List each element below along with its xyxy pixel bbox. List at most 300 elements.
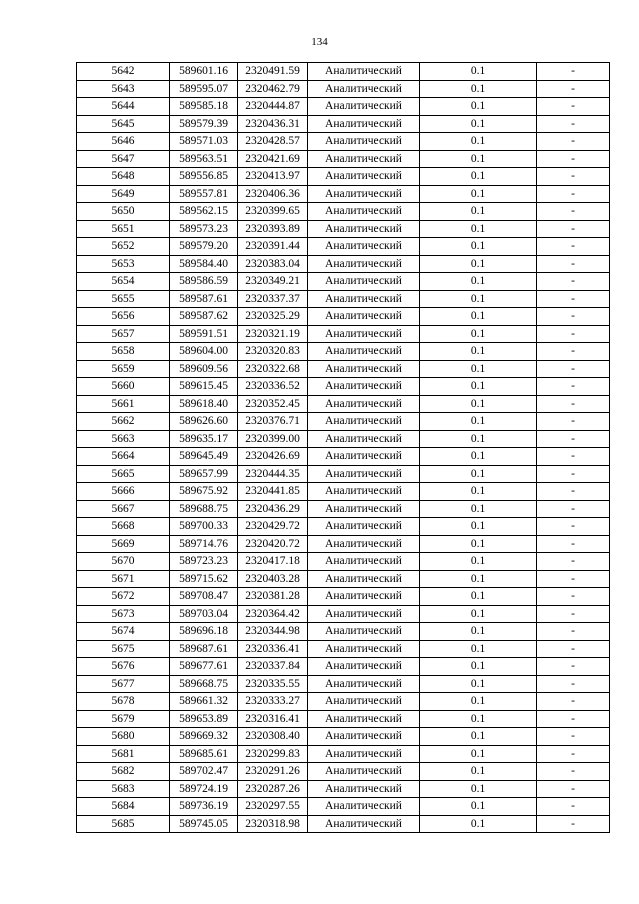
y-coordinate-cell: 2320336.41 xyxy=(238,640,308,658)
point-number-cell: 5645 xyxy=(77,115,170,133)
y-coordinate-cell: 2320393.89 xyxy=(238,220,308,238)
note-cell: - xyxy=(537,395,610,413)
x-coordinate-cell: 589700.33 xyxy=(170,518,238,536)
method-cell: Аналитический xyxy=(308,535,420,553)
point-number-cell: 5658 xyxy=(77,343,170,361)
y-coordinate-cell: 2320336.52 xyxy=(238,378,308,396)
note-cell: - xyxy=(537,255,610,273)
x-coordinate-cell: 589615.45 xyxy=(170,378,238,396)
point-number-cell: 5655 xyxy=(77,290,170,308)
point-number-cell: 5662 xyxy=(77,413,170,431)
method-cell: Аналитический xyxy=(308,203,420,221)
y-coordinate-cell: 2320417.18 xyxy=(238,553,308,571)
method-cell: Аналитический xyxy=(308,343,420,361)
x-coordinate-cell: 589562.15 xyxy=(170,203,238,221)
y-coordinate-cell: 2320426.69 xyxy=(238,448,308,466)
x-coordinate-cell: 589653.89 xyxy=(170,710,238,728)
method-cell: Аналитический xyxy=(308,815,420,833)
accuracy-cell: 0.1 xyxy=(420,203,537,221)
y-coordinate-cell: 2320308.40 xyxy=(238,728,308,746)
accuracy-cell: 0.1 xyxy=(420,185,537,203)
y-coordinate-cell: 2320337.37 xyxy=(238,290,308,308)
x-coordinate-cell: 589724.19 xyxy=(170,780,238,798)
x-coordinate-cell: 589579.39 xyxy=(170,115,238,133)
y-coordinate-cell: 2320316.41 xyxy=(238,710,308,728)
x-coordinate-cell: 589587.61 xyxy=(170,290,238,308)
y-coordinate-cell: 2320344.98 xyxy=(238,623,308,641)
x-coordinate-cell: 589723.23 xyxy=(170,553,238,571)
x-coordinate-cell: 589736.19 xyxy=(170,798,238,816)
accuracy-cell: 0.1 xyxy=(420,133,537,151)
point-number-cell: 5642 xyxy=(77,63,170,81)
point-number-cell: 5667 xyxy=(77,500,170,518)
y-coordinate-cell: 2320436.29 xyxy=(238,500,308,518)
y-coordinate-cell: 2320333.27 xyxy=(238,693,308,711)
note-cell: - xyxy=(537,623,610,641)
table-row xyxy=(77,80,610,98)
y-coordinate-cell: 2320297.55 xyxy=(238,798,308,816)
y-coordinate-cell: 2320383.04 xyxy=(238,255,308,273)
x-coordinate-cell: 589685.61 xyxy=(170,745,238,763)
table-row xyxy=(77,290,610,308)
y-coordinate-cell: 2320376.71 xyxy=(238,413,308,431)
method-cell: Аналитический xyxy=(308,238,420,256)
method-cell: Аналитический xyxy=(308,623,420,641)
method-cell: Аналитический xyxy=(308,430,420,448)
point-number-cell: 5685 xyxy=(77,815,170,833)
x-coordinate-cell: 589604.00 xyxy=(170,343,238,361)
note-cell: - xyxy=(537,413,610,431)
accuracy-cell: 0.1 xyxy=(420,518,537,536)
method-cell: Аналитический xyxy=(308,710,420,728)
note-cell: - xyxy=(537,308,610,326)
note-cell: - xyxy=(537,325,610,343)
x-coordinate-cell: 589687.61 xyxy=(170,640,238,658)
x-coordinate-cell: 589556.85 xyxy=(170,168,238,186)
table-row xyxy=(77,360,610,378)
table-row xyxy=(77,815,610,833)
method-cell: Аналитический xyxy=(308,185,420,203)
y-coordinate-cell: 2320444.35 xyxy=(238,465,308,483)
y-coordinate-cell: 2320335.55 xyxy=(238,675,308,693)
accuracy-cell: 0.1 xyxy=(420,728,537,746)
point-number-cell: 5661 xyxy=(77,395,170,413)
point-number-cell: 5656 xyxy=(77,308,170,326)
table-row xyxy=(77,203,610,221)
accuracy-cell: 0.1 xyxy=(420,290,537,308)
note-cell: - xyxy=(537,518,610,536)
accuracy-cell: 0.1 xyxy=(420,378,537,396)
table-row xyxy=(77,780,610,798)
x-coordinate-cell: 589714.76 xyxy=(170,535,238,553)
method-cell: Аналитический xyxy=(308,518,420,536)
note-cell: - xyxy=(537,98,610,116)
y-coordinate-cell: 2320349.21 xyxy=(238,273,308,291)
x-coordinate-cell: 589626.60 xyxy=(170,413,238,431)
point-number-cell: 5649 xyxy=(77,185,170,203)
x-coordinate-cell: 589715.62 xyxy=(170,570,238,588)
accuracy-cell: 0.1 xyxy=(420,763,537,781)
accuracy-cell: 0.1 xyxy=(420,115,537,133)
note-cell: - xyxy=(537,150,610,168)
accuracy-cell: 0.1 xyxy=(420,798,537,816)
point-number-cell: 5643 xyxy=(77,80,170,98)
table-row xyxy=(77,395,610,413)
point-number-cell: 5657 xyxy=(77,325,170,343)
x-coordinate-cell: 589702.47 xyxy=(170,763,238,781)
point-number-cell: 5674 xyxy=(77,623,170,641)
note-cell: - xyxy=(537,780,610,798)
method-cell: Аналитический xyxy=(308,588,420,606)
table-row xyxy=(77,133,610,151)
method-cell: Аналитический xyxy=(308,483,420,501)
accuracy-cell: 0.1 xyxy=(420,150,537,168)
accuracy-cell: 0.1 xyxy=(420,815,537,833)
note-cell: - xyxy=(537,133,610,151)
point-number-cell: 5677 xyxy=(77,675,170,693)
method-cell: Аналитический xyxy=(308,675,420,693)
x-coordinate-cell: 589591.51 xyxy=(170,325,238,343)
note-cell: - xyxy=(537,430,610,448)
table-row xyxy=(77,675,610,693)
accuracy-cell: 0.1 xyxy=(420,745,537,763)
table-row xyxy=(77,343,610,361)
method-cell: Аналитический xyxy=(308,500,420,518)
accuracy-cell: 0.1 xyxy=(420,168,537,186)
y-coordinate-cell: 2320399.00 xyxy=(238,430,308,448)
y-coordinate-cell: 2320420.72 xyxy=(238,535,308,553)
table-row xyxy=(77,763,610,781)
table-row xyxy=(77,63,610,81)
table-row xyxy=(77,255,610,273)
table-row xyxy=(77,413,610,431)
note-cell: - xyxy=(537,185,610,203)
accuracy-cell: 0.1 xyxy=(420,238,537,256)
y-coordinate-cell: 2320413.97 xyxy=(238,168,308,186)
y-coordinate-cell: 2320391.44 xyxy=(238,238,308,256)
method-cell: Аналитический xyxy=(308,325,420,343)
table-row xyxy=(77,535,610,553)
method-cell: Аналитический xyxy=(308,360,420,378)
method-cell: Аналитический xyxy=(308,395,420,413)
method-cell: Аналитический xyxy=(308,150,420,168)
note-cell: - xyxy=(537,570,610,588)
note-cell: - xyxy=(537,360,610,378)
x-coordinate-cell: 589584.40 xyxy=(170,255,238,273)
accuracy-cell: 0.1 xyxy=(420,343,537,361)
accuracy-cell: 0.1 xyxy=(420,308,537,326)
note-cell: - xyxy=(537,483,610,501)
note-cell: - xyxy=(537,815,610,833)
point-number-cell: 5680 xyxy=(77,728,170,746)
y-coordinate-cell: 2320403.28 xyxy=(238,570,308,588)
note-cell: - xyxy=(537,710,610,728)
point-number-cell: 5663 xyxy=(77,430,170,448)
accuracy-cell: 0.1 xyxy=(420,413,537,431)
note-cell: - xyxy=(537,80,610,98)
accuracy-cell: 0.1 xyxy=(420,693,537,711)
x-coordinate-cell: 589669.32 xyxy=(170,728,238,746)
method-cell: Аналитический xyxy=(308,763,420,781)
x-coordinate-cell: 589573.23 xyxy=(170,220,238,238)
x-coordinate-cell: 589601.16 xyxy=(170,63,238,81)
note-cell: - xyxy=(537,675,610,693)
accuracy-cell: 0.1 xyxy=(420,535,537,553)
accuracy-cell: 0.1 xyxy=(420,98,537,116)
table-row xyxy=(77,325,610,343)
method-cell: Аналитический xyxy=(308,80,420,98)
method-cell: Аналитический xyxy=(308,413,420,431)
method-cell: Аналитический xyxy=(308,693,420,711)
y-coordinate-cell: 2320299.83 xyxy=(238,745,308,763)
method-cell: Аналитический xyxy=(308,378,420,396)
x-coordinate-cell: 589635.17 xyxy=(170,430,238,448)
table-row xyxy=(77,238,610,256)
accuracy-cell: 0.1 xyxy=(420,675,537,693)
accuracy-cell: 0.1 xyxy=(420,448,537,466)
method-cell: Аналитический xyxy=(308,220,420,238)
point-number-cell: 5644 xyxy=(77,98,170,116)
point-number-cell: 5654 xyxy=(77,273,170,291)
accuracy-cell: 0.1 xyxy=(420,80,537,98)
note-cell: - xyxy=(537,500,610,518)
y-coordinate-cell: 2320399.65 xyxy=(238,203,308,221)
note-cell: - xyxy=(537,290,610,308)
method-cell: Аналитический xyxy=(308,745,420,763)
y-coordinate-cell: 2320381.28 xyxy=(238,588,308,606)
note-cell: - xyxy=(537,238,610,256)
accuracy-cell: 0.1 xyxy=(420,360,537,378)
note-cell: - xyxy=(537,273,610,291)
y-coordinate-cell: 2320364.42 xyxy=(238,605,308,623)
accuracy-cell: 0.1 xyxy=(420,570,537,588)
page-number: 134 xyxy=(311,36,328,48)
note-cell: - xyxy=(537,63,610,81)
y-coordinate-cell: 2320462.79 xyxy=(238,80,308,98)
table-row xyxy=(77,465,610,483)
point-number-cell: 5666 xyxy=(77,483,170,501)
point-number-cell: 5676 xyxy=(77,658,170,676)
note-cell: - xyxy=(537,465,610,483)
point-number-cell: 5679 xyxy=(77,710,170,728)
point-number-cell: 5653 xyxy=(77,255,170,273)
point-number-cell: 5659 xyxy=(77,360,170,378)
point-number-cell: 5684 xyxy=(77,798,170,816)
table-row xyxy=(77,308,610,326)
x-coordinate-cell: 589745.05 xyxy=(170,815,238,833)
table-row xyxy=(77,518,610,536)
accuracy-cell: 0.1 xyxy=(420,483,537,501)
x-coordinate-cell: 589688.75 xyxy=(170,500,238,518)
y-coordinate-cell: 2320436.31 xyxy=(238,115,308,133)
table-row xyxy=(77,150,610,168)
note-cell: - xyxy=(537,605,610,623)
y-coordinate-cell: 2320428.57 xyxy=(238,133,308,151)
table-body xyxy=(77,63,610,833)
method-cell: Аналитический xyxy=(308,63,420,81)
x-coordinate-cell: 589595.07 xyxy=(170,80,238,98)
point-number-cell: 5670 xyxy=(77,553,170,571)
method-cell: Аналитический xyxy=(308,553,420,571)
method-cell: Аналитический xyxy=(308,570,420,588)
table-row xyxy=(77,378,610,396)
accuracy-cell: 0.1 xyxy=(420,255,537,273)
note-cell: - xyxy=(537,448,610,466)
note-cell: - xyxy=(537,798,610,816)
y-coordinate-cell: 2320287.26 xyxy=(238,780,308,798)
note-cell: - xyxy=(537,763,610,781)
note-cell: - xyxy=(537,728,610,746)
x-coordinate-cell: 589563.51 xyxy=(170,150,238,168)
table-row xyxy=(77,623,610,641)
accuracy-cell: 0.1 xyxy=(420,710,537,728)
note-cell: - xyxy=(537,535,610,553)
note-cell: - xyxy=(537,658,610,676)
table-row xyxy=(77,798,610,816)
coordinates-table xyxy=(76,62,610,833)
method-cell: Аналитический xyxy=(308,273,420,291)
y-coordinate-cell: 2320406.36 xyxy=(238,185,308,203)
note-cell: - xyxy=(537,378,610,396)
table-row xyxy=(77,98,610,116)
point-number-cell: 5668 xyxy=(77,518,170,536)
table-row xyxy=(77,430,610,448)
accuracy-cell: 0.1 xyxy=(420,553,537,571)
x-coordinate-cell: 589675.92 xyxy=(170,483,238,501)
note-cell: - xyxy=(537,640,610,658)
method-cell: Аналитический xyxy=(308,658,420,676)
point-number-cell: 5652 xyxy=(77,238,170,256)
method-cell: Аналитический xyxy=(308,308,420,326)
accuracy-cell: 0.1 xyxy=(420,273,537,291)
point-number-cell: 5681 xyxy=(77,745,170,763)
x-coordinate-cell: 589668.75 xyxy=(170,675,238,693)
y-coordinate-cell: 2320337.84 xyxy=(238,658,308,676)
accuracy-cell: 0.1 xyxy=(420,500,537,518)
method-cell: Аналитический xyxy=(308,780,420,798)
point-number-cell: 5648 xyxy=(77,168,170,186)
table-row xyxy=(77,605,610,623)
accuracy-cell: 0.1 xyxy=(420,640,537,658)
method-cell: Аналитический xyxy=(308,290,420,308)
table-row xyxy=(77,728,610,746)
y-coordinate-cell: 2320322.68 xyxy=(238,360,308,378)
y-coordinate-cell: 2320291.26 xyxy=(238,763,308,781)
point-number-cell: 5672 xyxy=(77,588,170,606)
table-row xyxy=(77,570,610,588)
point-number-cell: 5673 xyxy=(77,605,170,623)
point-number-cell: 5678 xyxy=(77,693,170,711)
table-row xyxy=(77,500,610,518)
note-cell: - xyxy=(537,588,610,606)
accuracy-cell: 0.1 xyxy=(420,395,537,413)
note-cell: - xyxy=(537,115,610,133)
x-coordinate-cell: 589657.99 xyxy=(170,465,238,483)
x-coordinate-cell: 589557.81 xyxy=(170,185,238,203)
table-row xyxy=(77,693,610,711)
x-coordinate-cell: 589661.32 xyxy=(170,693,238,711)
point-number-cell: 5665 xyxy=(77,465,170,483)
method-cell: Аналитический xyxy=(308,465,420,483)
y-coordinate-cell: 2320325.29 xyxy=(238,308,308,326)
y-coordinate-cell: 2320444.87 xyxy=(238,98,308,116)
accuracy-cell: 0.1 xyxy=(420,430,537,448)
point-number-cell: 5682 xyxy=(77,763,170,781)
x-coordinate-cell: 589609.56 xyxy=(170,360,238,378)
x-coordinate-cell: 589703.04 xyxy=(170,605,238,623)
x-coordinate-cell: 589677.61 xyxy=(170,658,238,676)
accuracy-cell: 0.1 xyxy=(420,465,537,483)
note-cell: - xyxy=(537,203,610,221)
method-cell: Аналитический xyxy=(308,98,420,116)
point-number-cell: 5683 xyxy=(77,780,170,798)
point-number-cell: 5651 xyxy=(77,220,170,238)
y-coordinate-cell: 2320441.85 xyxy=(238,483,308,501)
table-row xyxy=(77,640,610,658)
x-coordinate-cell: 589579.20 xyxy=(170,238,238,256)
point-number-cell: 5647 xyxy=(77,150,170,168)
point-number-cell: 5660 xyxy=(77,378,170,396)
x-coordinate-cell: 589618.40 xyxy=(170,395,238,413)
y-coordinate-cell: 2320491.59 xyxy=(238,63,308,81)
method-cell: Аналитический xyxy=(308,448,420,466)
table-row xyxy=(77,658,610,676)
y-coordinate-cell: 2320352.45 xyxy=(238,395,308,413)
point-number-cell: 5664 xyxy=(77,448,170,466)
table-row xyxy=(77,220,610,238)
table-row xyxy=(77,745,610,763)
x-coordinate-cell: 589708.47 xyxy=(170,588,238,606)
method-cell: Аналитический xyxy=(308,728,420,746)
accuracy-cell: 0.1 xyxy=(420,623,537,641)
method-cell: Аналитический xyxy=(308,798,420,816)
x-coordinate-cell: 589571.03 xyxy=(170,133,238,151)
point-number-cell: 5675 xyxy=(77,640,170,658)
accuracy-cell: 0.1 xyxy=(420,63,537,81)
point-number-cell: 5646 xyxy=(77,133,170,151)
table-row xyxy=(77,448,610,466)
y-coordinate-cell: 2320321.19 xyxy=(238,325,308,343)
accuracy-cell: 0.1 xyxy=(420,605,537,623)
method-cell: Аналитический xyxy=(308,115,420,133)
table-row xyxy=(77,710,610,728)
accuracy-cell: 0.1 xyxy=(420,780,537,798)
x-coordinate-cell: 589585.18 xyxy=(170,98,238,116)
accuracy-cell: 0.1 xyxy=(420,325,537,343)
method-cell: Аналитический xyxy=(308,168,420,186)
y-coordinate-cell: 2320318.98 xyxy=(238,815,308,833)
method-cell: Аналитический xyxy=(308,255,420,273)
note-cell: - xyxy=(537,745,610,763)
point-number-cell: 5671 xyxy=(77,570,170,588)
note-cell: - xyxy=(537,220,610,238)
method-cell: Аналитический xyxy=(308,133,420,151)
accuracy-cell: 0.1 xyxy=(420,588,537,606)
y-coordinate-cell: 2320320.83 xyxy=(238,343,308,361)
note-cell: - xyxy=(537,168,610,186)
point-number-cell: 5669 xyxy=(77,535,170,553)
table-row xyxy=(77,185,610,203)
x-coordinate-cell: 589645.49 xyxy=(170,448,238,466)
table-row xyxy=(77,115,610,133)
method-cell: Аналитический xyxy=(308,640,420,658)
table-row xyxy=(77,553,610,571)
accuracy-cell: 0.1 xyxy=(420,220,537,238)
accuracy-cell: 0.1 xyxy=(420,658,537,676)
note-cell: - xyxy=(537,553,610,571)
y-coordinate-cell: 2320421.69 xyxy=(238,150,308,168)
x-coordinate-cell: 589586.59 xyxy=(170,273,238,291)
